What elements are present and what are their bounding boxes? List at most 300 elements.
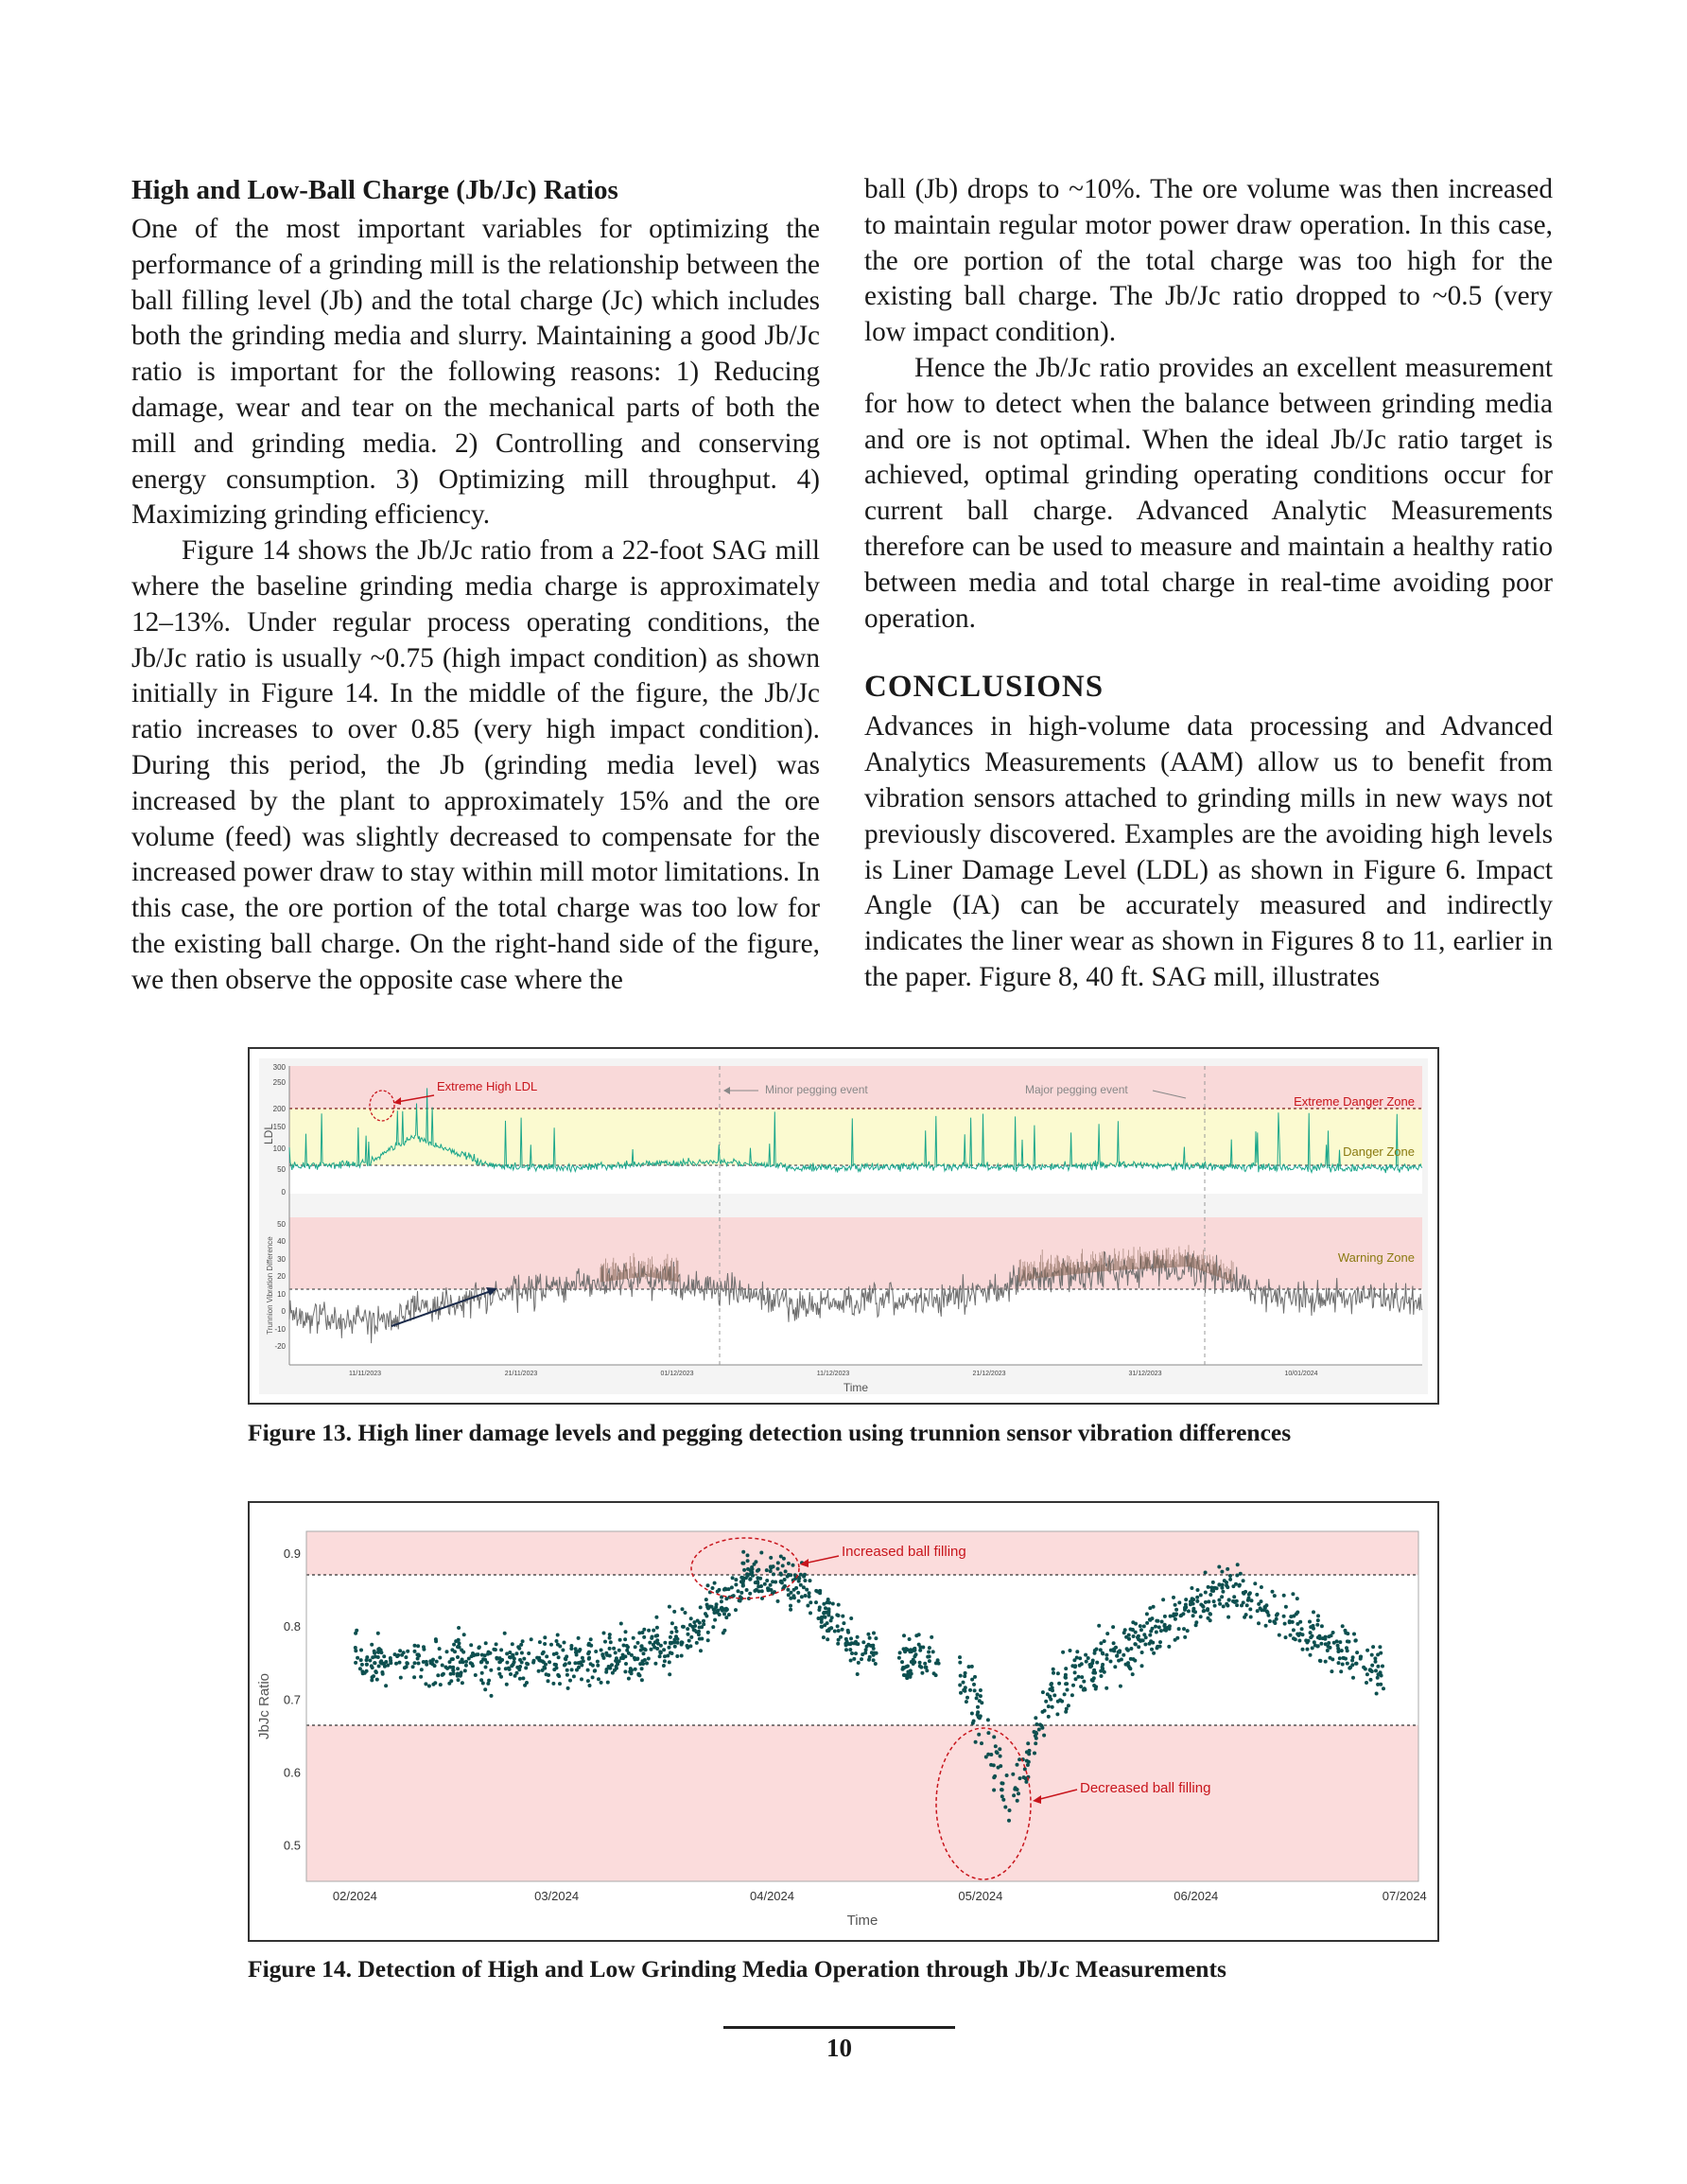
data-point (802, 1585, 806, 1589)
data-point (787, 1573, 791, 1577)
data-point (594, 1650, 598, 1653)
data-point (1296, 1622, 1299, 1626)
data-point (411, 1665, 415, 1669)
data-point (1273, 1594, 1277, 1598)
data-point (1340, 1649, 1344, 1652)
data-point (1243, 1616, 1246, 1619)
data-point (1339, 1669, 1343, 1673)
data-point (723, 1587, 727, 1591)
data-point (545, 1654, 548, 1658)
data-point (370, 1643, 374, 1647)
data-point (928, 1659, 931, 1663)
data-point (1018, 1776, 1022, 1780)
data-point (484, 1641, 488, 1645)
data-point (936, 1658, 940, 1662)
data-point (1077, 1675, 1081, 1679)
data-point (1160, 1620, 1164, 1624)
data-point (517, 1647, 521, 1651)
data-point (970, 1665, 974, 1669)
data-point (1284, 1605, 1288, 1609)
data-point (1365, 1649, 1369, 1652)
data-point (1292, 1628, 1296, 1632)
y-tick-label: -20 (274, 1342, 286, 1351)
y-axis-label-top: LDL (262, 1123, 275, 1145)
data-point (1324, 1660, 1328, 1664)
y-tick-label: 50 (277, 1220, 286, 1229)
data-point (565, 1673, 569, 1677)
data-point (548, 1660, 551, 1664)
data-point (518, 1677, 522, 1681)
data-point (977, 1733, 981, 1737)
data-point (619, 1622, 623, 1626)
data-point (874, 1662, 878, 1666)
data-point (629, 1667, 633, 1670)
data-point (1239, 1572, 1243, 1576)
data-point (417, 1662, 421, 1666)
data-point (1231, 1584, 1235, 1588)
data-point (1300, 1627, 1304, 1631)
data-point (699, 1649, 703, 1652)
data-point (797, 1580, 801, 1583)
data-point (1379, 1651, 1383, 1655)
y-tick-label: 0.9 (283, 1546, 301, 1562)
data-point (746, 1567, 750, 1571)
data-point (521, 1676, 525, 1680)
data-point (965, 1700, 968, 1704)
data-point (1072, 1658, 1076, 1662)
data-point (1309, 1653, 1313, 1657)
data-point (846, 1642, 850, 1646)
data-point (359, 1649, 363, 1652)
data-point (965, 1696, 969, 1700)
data-point (820, 1625, 824, 1629)
data-point (659, 1651, 663, 1655)
data-point (623, 1669, 627, 1673)
data-point (1312, 1624, 1315, 1628)
data-point (1080, 1675, 1084, 1679)
data-point (1127, 1637, 1131, 1641)
x-tick-label: 07/2024 (1382, 1889, 1427, 1903)
data-point (355, 1629, 358, 1633)
data-point (979, 1694, 983, 1698)
data-point (864, 1648, 868, 1651)
data-point (1092, 1669, 1096, 1672)
data-point (1092, 1684, 1096, 1687)
data-point (1282, 1615, 1286, 1618)
data-point (695, 1641, 699, 1645)
data-point (617, 1659, 621, 1663)
data-point (1177, 1627, 1181, 1631)
data-point (1158, 1640, 1162, 1644)
data-point (1056, 1671, 1060, 1675)
data-point (456, 1667, 460, 1670)
data-point (1248, 1607, 1252, 1611)
data-point (826, 1637, 829, 1641)
data-point (1139, 1624, 1142, 1628)
data-point (503, 1632, 507, 1635)
data-point (647, 1657, 651, 1661)
data-point (1308, 1620, 1312, 1624)
data-point (522, 1657, 526, 1661)
data-point (542, 1651, 546, 1654)
data-point (627, 1677, 631, 1681)
data-point (494, 1648, 497, 1651)
data-point (662, 1664, 666, 1668)
y-tick-label: 40 (277, 1237, 286, 1246)
data-point (976, 1710, 980, 1714)
data-point (914, 1634, 918, 1637)
data-point (597, 1677, 600, 1681)
data-point (1140, 1651, 1144, 1654)
data-point (609, 1640, 613, 1644)
data-point (618, 1638, 622, 1642)
data-point (1143, 1643, 1147, 1647)
data-point (360, 1663, 364, 1667)
data-point (381, 1672, 385, 1676)
data-point (904, 1647, 908, 1651)
data-point (769, 1564, 773, 1568)
data-point (979, 1714, 983, 1718)
data-point (689, 1616, 693, 1620)
data-point (686, 1644, 689, 1648)
data-point (920, 1671, 924, 1675)
data-point (1069, 1649, 1072, 1652)
data-point (699, 1605, 703, 1609)
data-point (615, 1665, 618, 1669)
data-point (460, 1670, 463, 1674)
data-point (370, 1678, 374, 1682)
data-point (872, 1632, 876, 1635)
data-point (456, 1655, 460, 1659)
data-point (924, 1666, 928, 1669)
data-point (757, 1568, 760, 1572)
data-point (796, 1591, 800, 1595)
data-point (1338, 1656, 1342, 1660)
data-point (1016, 1788, 1019, 1791)
data-point (1183, 1635, 1187, 1639)
data-point (698, 1626, 702, 1630)
x-tick-label: 21/12/2023 (972, 1371, 1006, 1377)
y-tick-label: 300 (272, 1063, 286, 1072)
data-point (630, 1653, 634, 1657)
data-point (1044, 1700, 1048, 1704)
data-point (1242, 1591, 1245, 1595)
y-tick-label: 0 (281, 1307, 286, 1316)
data-point (829, 1626, 833, 1630)
data-point (816, 1590, 820, 1594)
data-point (557, 1655, 561, 1659)
data-point (1051, 1705, 1054, 1709)
data-point (433, 1664, 437, 1668)
data-point (837, 1603, 841, 1607)
y-tick-label: -10 (274, 1325, 286, 1334)
data-point (1351, 1676, 1355, 1680)
data-point (824, 1606, 827, 1610)
data-point (420, 1668, 424, 1671)
data-point (748, 1592, 752, 1596)
data-point (1162, 1624, 1166, 1628)
data-point (450, 1648, 454, 1651)
data-point (1174, 1617, 1177, 1621)
data-point (1084, 1653, 1087, 1657)
data-point (998, 1747, 1001, 1751)
data-point (589, 1662, 593, 1666)
data-point (497, 1667, 501, 1670)
data-point (1275, 1614, 1278, 1617)
x-tick-label: 11/11/2023 (349, 1371, 381, 1377)
data-point (856, 1642, 860, 1646)
data-point (968, 1688, 972, 1692)
data-point (1190, 1586, 1193, 1590)
data-point (427, 1685, 431, 1688)
data-point (803, 1573, 807, 1577)
data-point (372, 1674, 375, 1678)
data-point (1342, 1656, 1346, 1660)
data-point (606, 1681, 610, 1685)
data-point (1073, 1670, 1077, 1674)
data-point (1227, 1599, 1231, 1602)
data-point (577, 1636, 581, 1640)
extreme-ldl-label: Extreme High LDL (437, 1079, 538, 1093)
data-point (498, 1656, 502, 1660)
data-point (1289, 1634, 1293, 1637)
data-point (1065, 1682, 1069, 1686)
data-point (1066, 1688, 1070, 1692)
x-tick-label: 04/2024 (750, 1889, 794, 1903)
data-point (527, 1651, 530, 1655)
data-point (1209, 1612, 1212, 1616)
data-point (1113, 1665, 1117, 1669)
data-point (416, 1657, 420, 1661)
data-point (784, 1569, 788, 1573)
data-point (555, 1666, 559, 1669)
data-point (1242, 1579, 1245, 1582)
x-axis-label: Time (846, 1913, 878, 1929)
y-tick-label: 0.5 (283, 1838, 301, 1853)
data-point (581, 1656, 584, 1660)
data-point (1083, 1687, 1087, 1691)
data-point (515, 1671, 519, 1675)
data-point (1040, 1724, 1044, 1728)
data-point (1012, 1793, 1016, 1797)
data-point (1136, 1635, 1139, 1639)
data-point (1065, 1707, 1069, 1711)
data-point (958, 1655, 962, 1659)
data-point (970, 1678, 974, 1682)
data-point (797, 1599, 801, 1603)
data-point (1103, 1670, 1106, 1674)
data-point (1026, 1763, 1030, 1767)
data-point (480, 1671, 484, 1675)
data-point (508, 1668, 512, 1671)
data-point (1341, 1624, 1345, 1628)
data-point (745, 1588, 749, 1592)
data-point (608, 1636, 612, 1640)
data-point (642, 1651, 646, 1655)
data-point (1352, 1633, 1356, 1636)
data-point (433, 1681, 437, 1685)
data-point (1320, 1624, 1324, 1628)
figure-13-caption: Figure 13. High liner damage levels and pegging detection using trunnion sensor vibration differences (248, 1419, 1292, 1446)
data-point (1297, 1639, 1301, 1643)
data-point (912, 1662, 915, 1666)
data-point (702, 1622, 705, 1626)
data-point (565, 1669, 569, 1672)
data-point (980, 1741, 983, 1745)
data-point (753, 1589, 757, 1593)
paragraph: Advances in high-volume data processing and Advanced Analytics Measurements (AAM) allow us to benefit from vibration sensors attached to grinding mills in new ways not previously discovered. Examples are the avoiding high levels is Liner Damage Level (LDL) as shown in Figure 6. Impact Angle (IA) can be accurately measured and indirectly indicates the liner wear as shown in Figures 8 to 11, earlier in the paper. Figure 8, 40 ft. SAG mill, illustrates (864, 711, 1553, 992)
y-tick-label: 50 (277, 1165, 286, 1174)
data-point (837, 1629, 841, 1633)
data-point (389, 1661, 392, 1665)
data-point (1078, 1664, 1082, 1668)
data-point (817, 1608, 821, 1612)
data-point (1267, 1614, 1271, 1617)
data-point (856, 1635, 860, 1639)
data-point (900, 1660, 904, 1664)
data-point (413, 1644, 417, 1648)
data-point (402, 1651, 406, 1654)
data-point (1365, 1681, 1368, 1685)
data-point (1011, 1773, 1015, 1776)
data-point (1132, 1634, 1136, 1638)
data-point (514, 1651, 518, 1655)
data-point (674, 1626, 678, 1630)
data-point (404, 1655, 408, 1659)
data-point (1207, 1585, 1210, 1589)
data-point (1118, 1651, 1122, 1654)
data-point (681, 1641, 685, 1645)
data-point (1186, 1629, 1190, 1633)
data-point (1209, 1593, 1212, 1597)
data-point (354, 1646, 357, 1650)
data-point (731, 1576, 735, 1580)
data-point (1336, 1650, 1340, 1653)
data-point (1017, 1757, 1021, 1761)
data-point (675, 1630, 679, 1634)
data-point (636, 1641, 640, 1645)
data-point (1199, 1603, 1203, 1607)
data-point (687, 1633, 690, 1636)
data-point (787, 1562, 791, 1565)
data-point (587, 1656, 591, 1660)
data-point (976, 1705, 980, 1709)
data-point (1376, 1665, 1380, 1669)
data-point (451, 1669, 455, 1672)
data-point (1256, 1609, 1260, 1613)
data-point (1134, 1643, 1138, 1647)
data-point (765, 1568, 769, 1572)
data-point (673, 1645, 677, 1649)
data-point (1326, 1649, 1330, 1652)
y-tick-label: 250 (272, 1078, 286, 1087)
data-point (870, 1644, 874, 1648)
data-point (662, 1648, 666, 1651)
data-point (1359, 1655, 1363, 1659)
data-point (487, 1651, 491, 1654)
data-point (654, 1616, 658, 1619)
data-point (702, 1619, 705, 1623)
data-point (543, 1667, 547, 1670)
decreased-filling-label: Decreased ball filling (1080, 1780, 1211, 1796)
data-point (650, 1648, 653, 1651)
data-point (553, 1663, 557, 1667)
data-point (913, 1649, 916, 1652)
data-point (846, 1629, 850, 1633)
data-point (568, 1679, 572, 1683)
data-point (439, 1683, 443, 1686)
x-tick-label: 10/01/2024 (1284, 1371, 1318, 1377)
x-axis-label: Time (843, 1381, 869, 1394)
data-point (769, 1556, 773, 1560)
data-point (923, 1662, 927, 1666)
data-point (412, 1675, 416, 1679)
data-point (687, 1639, 691, 1643)
data-point (558, 1682, 562, 1686)
data-point (543, 1642, 547, 1646)
conclusions-heading: CONCLUSIONS (864, 670, 1104, 705)
data-point (577, 1666, 581, 1669)
data-point (740, 1562, 744, 1565)
data-point (1245, 1603, 1249, 1607)
data-point (739, 1591, 743, 1595)
data-point (908, 1637, 912, 1641)
data-point (573, 1661, 577, 1665)
data-point (1090, 1678, 1094, 1682)
data-point (759, 1551, 763, 1555)
data-point (1140, 1664, 1144, 1668)
data-point (670, 1651, 674, 1655)
data-point (505, 1683, 509, 1686)
data-point (545, 1672, 548, 1676)
data-point (1017, 1791, 1020, 1795)
data-point (826, 1600, 829, 1604)
data-point (1221, 1590, 1225, 1594)
data-point (741, 1550, 745, 1554)
data-point (1306, 1648, 1310, 1651)
data-point (1195, 1596, 1199, 1599)
data-point (705, 1605, 709, 1609)
data-point (464, 1660, 468, 1664)
data-point (490, 1694, 494, 1698)
data-point (1093, 1651, 1097, 1655)
data-point (489, 1669, 493, 1672)
data-point (1213, 1604, 1217, 1608)
data-point (809, 1611, 812, 1615)
data-point (457, 1678, 461, 1682)
data-point (512, 1654, 515, 1658)
data-point (792, 1596, 796, 1599)
data-point (769, 1583, 773, 1587)
data-point (569, 1647, 573, 1651)
data-point (452, 1643, 456, 1647)
data-point (1204, 1600, 1208, 1604)
data-point (1378, 1645, 1382, 1649)
data-point (586, 1679, 590, 1683)
data-point (822, 1635, 826, 1639)
data-point (1223, 1579, 1226, 1582)
data-point (1330, 1669, 1333, 1673)
data-point (1260, 1585, 1263, 1589)
data-point (1232, 1595, 1236, 1599)
data-point (676, 1641, 680, 1645)
data-point (668, 1605, 671, 1609)
data-point (579, 1660, 583, 1664)
data-point (1091, 1659, 1095, 1663)
data-point (635, 1657, 639, 1661)
data-point (668, 1672, 671, 1676)
data-point (544, 1663, 548, 1667)
